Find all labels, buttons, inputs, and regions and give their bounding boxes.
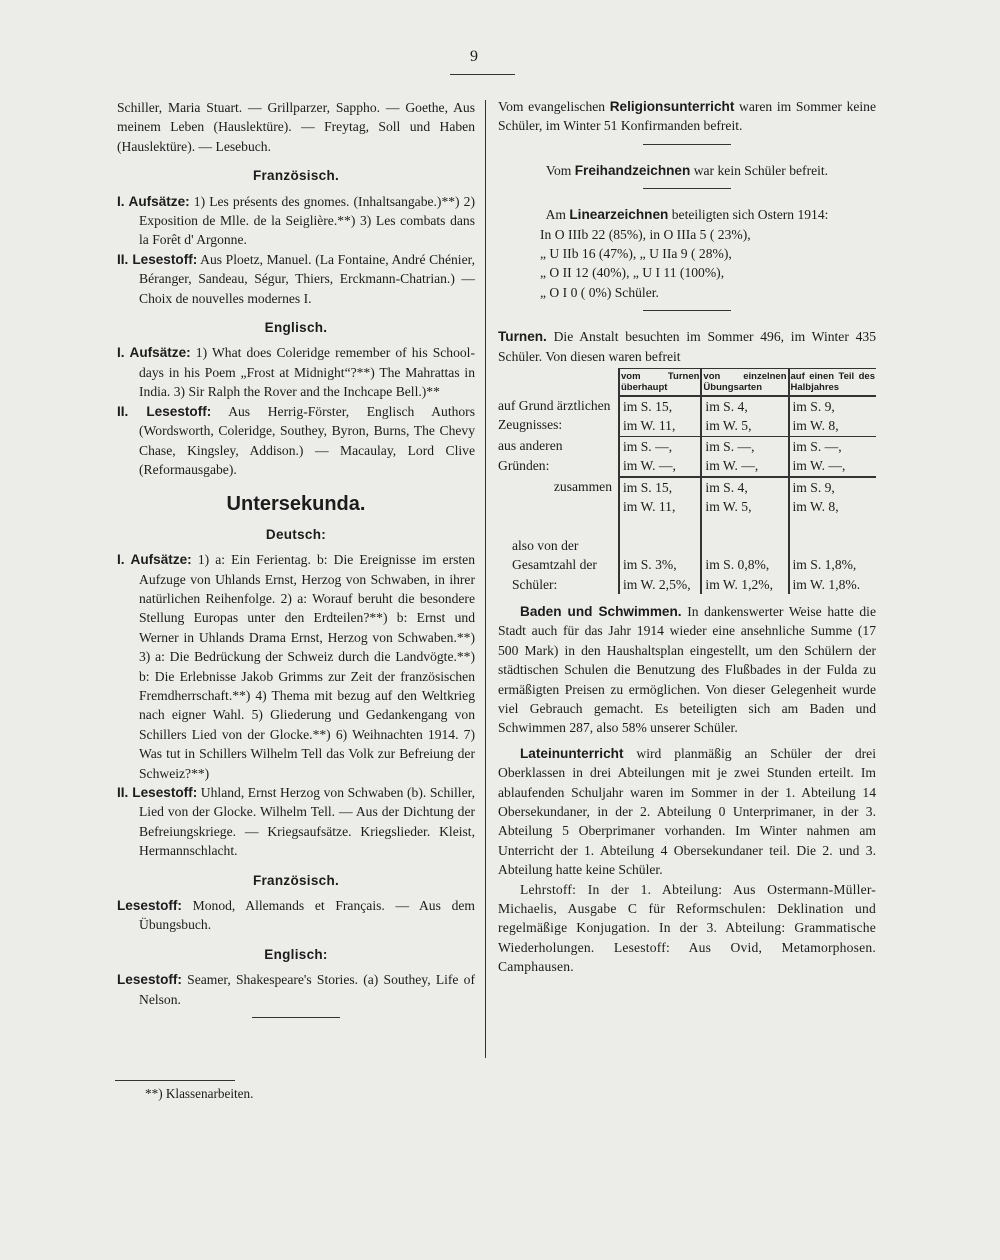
cell: im W. —,	[789, 456, 876, 476]
cell: im W. 11,	[619, 497, 701, 516]
column-divider	[485, 100, 486, 1058]
fr1-aufsaetze	[117, 192, 475, 250]
label-gesamtzahl: also von der Gesamtzahl der Schüler:	[512, 537, 597, 592]
en1-aufsaetze	[117, 343, 475, 401]
left-column	[117, 98, 475, 1034]
latein-text: wird planmäßig an Schüler der drei Oberklassen in drei Abteilungen mit je zwei Stunden erteilt. Im ablaufenden Schuljahr waren im Sommer in der 1. Abteilung 14 Obersekundaner, in der 2. Abteilung 0 Unterprimaner, in der 3. Abteilung 5 Oberprimaner vorhanden. Im Winter nahmen am Unterricht der 1. Abteilung 4 Obersekundaner teil. Die 2. und 3. Abteilung hatte keine Schüler.	[498, 745, 876, 878]
fr2-lesestoff	[117, 896, 475, 935]
en1-aufsaetze-text: 1) What does Coleridge remember of his School-days in his Poem „Frost at Midnight“?**) The Mahrattas in India. 3) Sir Ralph the Rover and the Inchcape Bell.)**	[139, 345, 475, 400]
draw-bold: Freihandzeichnen	[574, 162, 691, 178]
en1-aufsaetze-label: I. Aufsätze:	[117, 345, 191, 361]
linear-rule	[643, 310, 731, 311]
table-corner	[498, 369, 619, 397]
linear-post: beteiligten sich Ostern 1914:	[668, 207, 829, 223]
heading-deutsch: Deutsch:	[265, 526, 327, 542]
de-lesestoff-label: II. Lesestoff:	[117, 785, 198, 800]
linear-row-1: In O IIIb 22 (85%), in O IIIa 5 ( 23%),	[540, 226, 751, 242]
turnen-bold: Turnen.	[498, 329, 547, 345]
cell: im W. 8,	[789, 416, 876, 436]
cell: im W. 5,	[701, 416, 788, 436]
fr1-aufsaetze-label: I. Aufsätze:	[117, 193, 190, 209]
linear-bold: Linearzeichnen	[569, 207, 669, 223]
de-aufsaetze-text: 1) a: Ein Ferientag. b: Die Ereignisse im ersten Aufzuge von Uhlands Ernst, Herzog von Schwaben, in ihrer natürlichen Reihenfolge. 2) a: Worauf beruht die besondere Stellung Europas unter den Erdteilen?**) b: Ernst und Werner in Uhlands Drama Ernst, Herzog von Schwaben.**) 3) a: Die Bedrückung der Schweiz durch die Landvögte.**) b: Die Erlebnisse Jakob Grimms zur Zeit der französischen Fremdherrschaft.**) 4) Thema mit bezug auf den Weltkrieg nach eigner Wahl. 5) Gliederung und Gedankengang von Schillers Lied von der Glocke.**) 6) Weihnachten 1914. 7) Was tut in Schillers Wilhelm Tell das Volk zur Befreiung der Schweiz?**)	[139, 552, 475, 781]
religion-post: waren im Sommer keine Schüler, im Winter 51 Konfirmanden befreit.	[498, 99, 877, 134]
linear-row-2: „ U IIb 16 (47%), „ U IIa 9 ( 28%),	[540, 246, 732, 262]
cell: im W. 1,2%,	[701, 575, 788, 594]
cell: im S. 3%,	[619, 517, 701, 575]
de-aufsaetze-label: I. Aufsätze:	[117, 552, 192, 568]
cell: im W. 2,5%,	[619, 575, 701, 594]
religion-rule	[643, 144, 731, 145]
draw-pre: Vom	[545, 162, 575, 178]
page-number-rule	[450, 74, 515, 75]
turnen-table	[498, 368, 876, 594]
heading-englisch-2: Englisch:	[264, 946, 328, 962]
baden-paragraph	[498, 602, 876, 738]
footnote-rule	[115, 1080, 235, 1081]
en2-lesestoff	[117, 970, 475, 1009]
religion-paragraph	[498, 97, 876, 136]
page-number: 9	[470, 48, 478, 65]
linear-row-4: „ O I 0 ( 0%) Schüler.	[540, 284, 659, 300]
linear-pre: Am	[545, 207, 570, 223]
cell: im S. 4,	[701, 396, 788, 416]
cell: im W. 5,	[701, 497, 788, 516]
baden-bold: Baden und Schwimmen.	[520, 603, 682, 619]
label-andere-gruende: aus anderen Gründen:	[498, 438, 563, 473]
label-aerztlich: auf Grund ärztlichen Zeugnisses:	[498, 398, 611, 433]
heading-franzoesisch-2: Französisch.	[252, 872, 340, 888]
cell: im S. 1,8%,	[789, 517, 876, 575]
turnen-text: Die Anstalt besuchten im Sommer 496, im Winter 435 Schüler. Von diesen waren befreit	[498, 329, 876, 364]
intro-paragraph: Schiller, Maria Stuart. — Grillparzer, Sappho. — Goethe, Aus meinem Leben (Hauslektüre). — Freytag, Soll und Haben (Hauslektüre). — Lesebuch.	[117, 100, 475, 154]
heading-franzoesisch-1: Französisch.	[252, 168, 340, 184]
religion-bold: Religionsunterricht	[609, 99, 735, 114]
heading-englisch-1: Englisch.	[264, 320, 328, 336]
cell: im S. 0,8%,	[701, 517, 788, 575]
table-row	[498, 477, 876, 497]
draw-post: war kein Schüler befreit.	[690, 162, 829, 178]
baden-text: In dankenswerter Weise hatte die Stadt auch für das Jahr 1914 wieder eine ansehnliche Summe (17 500 Mark) in den Haushaltsplan eingestellt, um den Schülern der städtischen Schulen die Benutzung des Flußbades in der Fulda zu ermäßigten Preisen zu ermöglichen. Von dieser Gelegenheit wurde viel Gebrauch gemacht. Es beteiligten sich am Baden und Schwimmen 287, also 58% unserer Schüler.	[498, 603, 876, 736]
fr1-lesestoff	[117, 250, 475, 308]
footnote: **) Klassenarbeiten.	[145, 1086, 254, 1101]
de-lesestoff	[117, 783, 475, 861]
left-end-rule	[252, 1017, 340, 1018]
de-lesestoff-text: Uhland, Ernst Herzog von Schwaben (b). Schiller, Lied von der Glocke. Wilhelm Tell. — Aus der Dichtung der Befreiungskriege. — Kriegsaufsätze. Kriegslieder. Kleist, Hermannschlacht.	[139, 785, 475, 859]
cell: im S. 4,	[701, 477, 788, 497]
cell: im S. 9,	[789, 396, 876, 416]
cell: im W. 1,8%.	[789, 575, 876, 594]
turnen-paragraph	[498, 327, 876, 366]
fr1-aufsaetze-text: 1) Les présents des gnomes. (Inhaltsangabe.)**) 2) Exposition de Mlle. de la Seiglière.**) 3) Les combats dans la Forêt d' Argonne.	[139, 193, 475, 248]
de-aufsaetze	[117, 550, 475, 783]
en2-lesestoff-text: Seamer, Shakespeare's Stories. (a) Southey, Life of Nelson.	[139, 972, 475, 1007]
cell: im S. 15,	[619, 477, 701, 497]
fr1-lesestoff-text: Aus Ploetz, Manuel. (La Fontaine, André Chénier, Béranger, Sandeau, Ségur, Thiers, Erckmann-Chatrian.) — Choix de nouvelles modernes I.	[139, 251, 475, 306]
latein-paragraph	[498, 744, 876, 880]
cell: im W. —,	[701, 456, 788, 476]
religion-pre: Vom evangelischen	[498, 99, 610, 114]
cell: im S. —,	[789, 436, 876, 456]
drawing-rule	[643, 188, 731, 189]
fr1-lesestoff-label: II. Lesestoff:	[117, 251, 198, 267]
cell: im S. 15,	[619, 396, 701, 416]
fr2-lesestoff-text: Monod, Allemands et Français. — Aus dem Übungsbuch.	[139, 898, 475, 933]
cell: im S. 9,	[789, 477, 876, 497]
en2-lesestoff-label: Lesestoff:	[117, 972, 182, 988]
latein-bold: Lateinunterricht	[520, 745, 624, 761]
cell: im W. 11,	[619, 416, 701, 436]
header-turnen-ueberhaupt: vom Turnen überhaupt	[619, 369, 701, 397]
en1-lesestoff	[117, 402, 475, 480]
table-row	[498, 517, 876, 575]
right-column	[498, 97, 876, 977]
header-teil-halbjahr: auf einen Teil des Halbjahres	[789, 369, 876, 397]
table-row	[498, 436, 876, 456]
section-title-untersekunda: Untersekunda.	[226, 493, 366, 516]
fr2-lesestoff-label: Lesestoff:	[117, 898, 182, 914]
linear-paragraph	[498, 205, 876, 224]
cell: im S. —,	[619, 436, 701, 456]
table-row	[498, 396, 876, 416]
cell: im W. —,	[619, 456, 701, 476]
header-einzelne-uebungen: von einzelnen Übungsarten	[701, 369, 788, 397]
en1-lesestoff-label: II. Lesestoff:	[117, 403, 212, 419]
en1-lesestoff-text: Aus Herrig-Förster, Englisch Authors (Wordsworth, Coleridge, Southey, Byron, Burns, The Chevy Chase, Kingsley, Addison.) — Macaulay, Lord Clive (Reformausgabe).	[139, 403, 476, 477]
turnen-table-header	[498, 369, 876, 397]
lehrstoff-paragraph: Lehrstoff: In der 1. Abteilung: Aus Ostermann-Müller-Michaelis, Ausgabe C für Reformschulen: Deklination und regelmäßige Konjugation. In der 3. Abteilung: Grammatische Wiederholungen. Lesestoff: Aus Ovid, Metamorphosen. Camphausen.	[498, 881, 876, 975]
cell: im S. —,	[701, 436, 788, 456]
drawing-paragraph	[498, 161, 876, 180]
cell: im W. 8,	[789, 497, 876, 516]
label-zusammen: zusammen	[553, 478, 612, 494]
linear-row-3: „ O II 12 (40%), „ U I 11 (100%),	[540, 265, 725, 281]
